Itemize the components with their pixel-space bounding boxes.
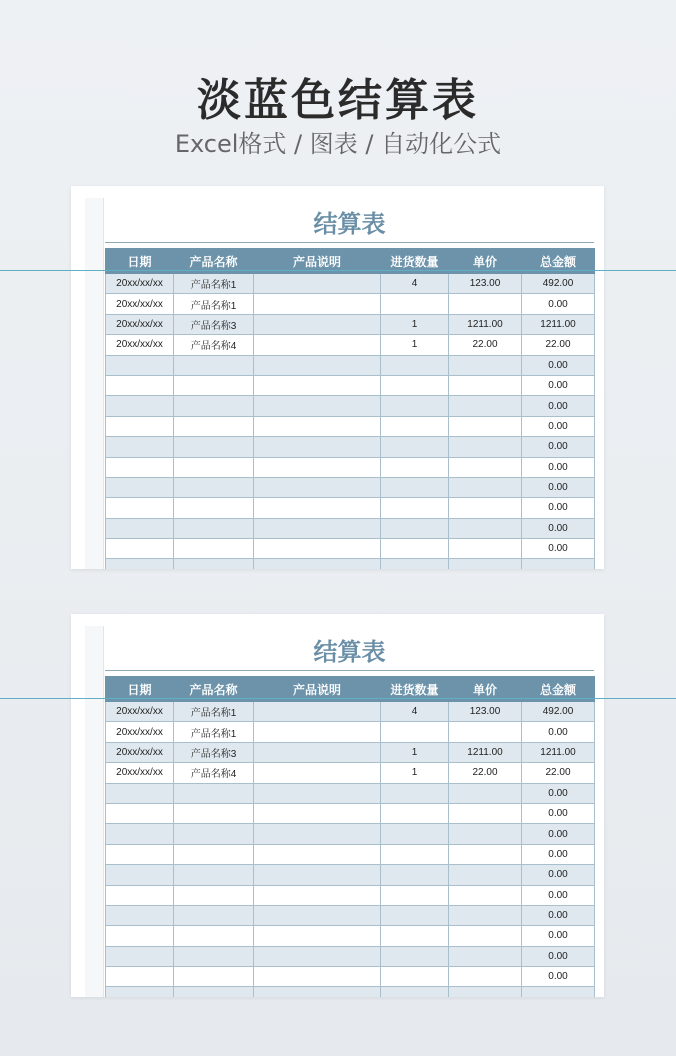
description-cell[interactable] — [254, 457, 381, 477]
description-cell[interactable] — [254, 803, 381, 823]
description-cell[interactable] — [254, 742, 381, 762]
table-row — [106, 987, 595, 997]
quantity-cell[interactable] — [381, 396, 449, 416]
table-row — [106, 294, 595, 314]
quantity-cell[interactable] — [381, 865, 449, 885]
quantity-cell[interactable] — [381, 294, 449, 314]
total-cell[interactable]: 0.00 — [522, 885, 595, 905]
date-cell[interactable] — [106, 844, 174, 864]
table-row — [106, 926, 595, 946]
table-row — [106, 396, 595, 416]
table-row — [106, 905, 595, 925]
description-cell[interactable] — [254, 559, 381, 569]
total-cell[interactable]: 0.00 — [522, 498, 595, 518]
date-cell[interactable] — [106, 926, 174, 946]
description-cell[interactable] — [254, 477, 381, 497]
column-header[interactable]: 总金额 — [522, 249, 595, 274]
product-name-cell[interactable] — [174, 355, 254, 375]
sheet-area — [85, 626, 594, 997]
date-cell[interactable] — [106, 885, 174, 905]
unit-price-cell[interactable]: 22.00 — [449, 763, 522, 783]
total-cell[interactable]: 0.00 — [522, 518, 595, 538]
description-cell[interactable] — [254, 926, 381, 946]
date-cell[interactable] — [106, 437, 174, 457]
unit-price-cell[interactable] — [449, 824, 522, 844]
product-name-cell[interactable]: 产品名称4 — [174, 763, 254, 783]
description-cell[interactable] — [254, 498, 381, 518]
quantity-cell[interactable] — [381, 946, 449, 966]
total-cell[interactable]: 0.00 — [522, 375, 595, 395]
description-cell[interactable] — [254, 885, 381, 905]
quantity-cell[interactable] — [381, 722, 449, 742]
product-name-cell[interactable] — [174, 926, 254, 946]
description-cell[interactable] — [254, 967, 381, 987]
unit-price-cell[interactable] — [449, 294, 522, 314]
table-body — [106, 274, 595, 570]
date-cell[interactable] — [106, 498, 174, 518]
description-cell[interactable] — [254, 396, 381, 416]
unit-price-cell[interactable] — [449, 885, 522, 905]
column-header[interactable]: 单价 — [449, 677, 522, 702]
quantity-cell[interactable]: 1 — [381, 763, 449, 783]
quantity-cell[interactable] — [381, 498, 449, 518]
product-name-cell[interactable] — [174, 987, 254, 997]
quantity-cell[interactable] — [381, 416, 449, 436]
quantity-cell[interactable]: 4 — [381, 702, 449, 722]
total-cell[interactable]: 0.00 — [522, 416, 595, 436]
product-name-cell[interactable] — [174, 865, 254, 885]
quantity-cell[interactable] — [381, 375, 449, 395]
description-cell[interactable] — [254, 844, 381, 864]
date-cell[interactable]: 20xx/xx/xx — [106, 335, 174, 355]
table-row — [106, 946, 595, 966]
table-row — [106, 763, 595, 783]
column-header[interactable]: 日期 — [106, 677, 174, 702]
total-cell[interactable]: 0.00 — [522, 824, 595, 844]
unit-price-cell[interactable] — [449, 477, 522, 497]
date-cell[interactable] — [106, 539, 174, 559]
product-name-cell[interactable] — [174, 498, 254, 518]
unit-price-cell[interactable] — [449, 355, 522, 375]
unit-price-cell[interactable] — [449, 518, 522, 538]
date-cell[interactable] — [106, 987, 174, 997]
sheet-area — [85, 198, 594, 569]
sheet-title: 结算表 — [313, 210, 386, 238]
total-cell[interactable]: 0.00 — [522, 437, 595, 457]
quantity-cell[interactable] — [381, 926, 449, 946]
table-row — [106, 477, 595, 497]
unit-price-cell[interactable]: 1211.00 — [449, 742, 522, 762]
date-cell[interactable] — [106, 518, 174, 538]
description-cell[interactable] — [254, 314, 381, 334]
settlement-table — [105, 676, 595, 997]
table-row — [106, 844, 595, 864]
table-row — [106, 437, 595, 457]
column-header[interactable]: 产品说明 — [254, 677, 381, 702]
product-name-cell[interactable] — [174, 946, 254, 966]
table-row — [106, 335, 595, 355]
table-row — [106, 498, 595, 518]
unit-price-cell[interactable] — [449, 946, 522, 966]
product-name-cell[interactable] — [174, 559, 254, 569]
quantity-cell[interactable] — [381, 437, 449, 457]
description-cell[interactable] — [254, 335, 381, 355]
settlement-table — [105, 248, 595, 569]
quantity-cell[interactable] — [381, 783, 449, 803]
table-row — [106, 702, 595, 722]
total-cell[interactable]: 0.00 — [522, 539, 595, 559]
total-cell[interactable] — [522, 559, 595, 569]
date-cell[interactable] — [106, 803, 174, 823]
product-name-cell[interactable]: 产品名称1 — [174, 702, 254, 722]
product-name-cell[interactable] — [174, 967, 254, 987]
row-gutter — [85, 198, 104, 569]
selection-guide-line — [0, 270, 676, 271]
quantity-cell[interactable] — [381, 539, 449, 559]
unit-price-cell[interactable] — [449, 905, 522, 925]
description-cell[interactable] — [254, 294, 381, 314]
total-cell[interactable]: 0.00 — [522, 722, 595, 742]
unit-price-cell[interactable] — [449, 416, 522, 436]
table-row — [106, 885, 595, 905]
total-cell[interactable]: 0.00 — [522, 355, 595, 375]
description-cell[interactable] — [254, 946, 381, 966]
column-header[interactable]: 日期 — [106, 249, 174, 274]
description-cell[interactable] — [254, 416, 381, 436]
date-cell[interactable] — [106, 967, 174, 987]
date-cell[interactable] — [106, 783, 174, 803]
description-cell[interactable] — [254, 539, 381, 559]
product-name-cell[interactable]: 产品名称1 — [174, 722, 254, 742]
description-cell[interactable] — [254, 355, 381, 375]
date-cell[interactable] — [106, 457, 174, 477]
description-cell[interactable] — [254, 763, 381, 783]
date-cell[interactable] — [106, 559, 174, 569]
quantity-cell[interactable] — [381, 885, 449, 905]
total-cell[interactable]: 0.00 — [522, 844, 595, 864]
total-cell[interactable]: 0.00 — [522, 457, 595, 477]
table-row — [106, 824, 595, 844]
description-cell[interactable] — [254, 987, 381, 997]
product-name-cell[interactable] — [174, 783, 254, 803]
quantity-cell[interactable] — [381, 518, 449, 538]
date-cell[interactable]: 20xx/xx/xx — [106, 722, 174, 742]
product-name-cell[interactable]: 产品名称3 — [174, 742, 254, 762]
unit-price-cell[interactable] — [449, 844, 522, 864]
description-cell[interactable] — [254, 783, 381, 803]
unit-price-cell[interactable]: 1211.00 — [449, 314, 522, 334]
product-name-cell[interactable] — [174, 844, 254, 864]
date-cell[interactable] — [106, 905, 174, 925]
date-cell[interactable] — [106, 355, 174, 375]
total-cell[interactable]: 0.00 — [522, 477, 595, 497]
total-cell[interactable] — [522, 987, 595, 997]
description-cell[interactable] — [254, 518, 381, 538]
quantity-cell[interactable] — [381, 967, 449, 987]
description-cell[interactable] — [254, 274, 381, 294]
unit-price-cell[interactable] — [449, 967, 522, 987]
unit-price-cell[interactable] — [449, 865, 522, 885]
date-cell[interactable]: 20xx/xx/xx — [106, 314, 174, 334]
product-name-cell[interactable]: 产品名称1 — [174, 294, 254, 314]
unit-price-cell[interactable]: 123.00 — [449, 702, 522, 722]
date-cell[interactable] — [106, 416, 174, 436]
product-name-cell[interactable] — [174, 457, 254, 477]
column-header[interactable]: 产品名称 — [174, 249, 254, 274]
quantity-cell[interactable] — [381, 457, 449, 477]
table-row — [106, 539, 595, 559]
date-cell[interactable] — [106, 396, 174, 416]
column-header[interactable]: 总金额 — [522, 677, 595, 702]
sheet-title: 结算表 — [313, 638, 386, 666]
date-cell[interactable]: 20xx/xx/xx — [106, 763, 174, 783]
unit-price-cell[interactable] — [449, 803, 522, 823]
product-name-cell[interactable] — [174, 539, 254, 559]
unit-price-cell[interactable] — [449, 559, 522, 569]
hero-subtitle: Excel格式 / 图表 / 自动化公式 — [174, 130, 502, 158]
date-cell[interactable] — [106, 946, 174, 966]
unit-price-cell[interactable] — [449, 396, 522, 416]
total-cell[interactable]: 0.00 — [522, 865, 595, 885]
unit-price-cell[interactable] — [449, 539, 522, 559]
description-cell[interactable] — [254, 905, 381, 925]
total-cell[interactable]: 0.00 — [522, 967, 595, 987]
column-header[interactable]: 进货数量 — [381, 677, 449, 702]
table-row — [106, 865, 595, 885]
product-name-cell[interactable] — [174, 905, 254, 925]
column-header[interactable]: 单价 — [449, 249, 522, 274]
quantity-cell[interactable] — [381, 824, 449, 844]
description-cell[interactable] — [254, 722, 381, 742]
quantity-cell[interactable]: 4 — [381, 274, 449, 294]
table-row — [106, 355, 595, 375]
product-name-cell[interactable] — [174, 885, 254, 905]
table-row — [106, 375, 595, 395]
table-row — [106, 457, 595, 477]
date-cell[interactable] — [106, 375, 174, 395]
product-name-cell[interactable] — [174, 803, 254, 823]
table-row — [106, 967, 595, 987]
hero-title: 淡蓝色结算表 — [197, 75, 479, 126]
description-cell[interactable] — [254, 865, 381, 885]
total-cell[interactable]: 22.00 — [522, 763, 595, 783]
unit-price-cell[interactable] — [449, 498, 522, 518]
table-row — [106, 274, 595, 294]
row-gutter — [85, 626, 104, 997]
date-cell[interactable] — [106, 865, 174, 885]
description-cell[interactable] — [254, 824, 381, 844]
quantity-cell[interactable] — [381, 559, 449, 569]
table-row — [106, 416, 595, 436]
total-cell[interactable]: 0.00 — [522, 783, 595, 803]
quantity-cell[interactable] — [381, 905, 449, 925]
quantity-cell[interactable] — [381, 987, 449, 997]
unit-price-cell[interactable] — [449, 987, 522, 997]
total-cell[interactable]: 22.00 — [522, 335, 595, 355]
quantity-cell[interactable]: 1 — [381, 742, 449, 762]
total-cell[interactable]: 0.00 — [522, 946, 595, 966]
product-name-cell[interactable] — [174, 437, 254, 457]
quantity-cell[interactable]: 1 — [381, 335, 449, 355]
column-header[interactable]: 产品说明 — [254, 249, 381, 274]
total-cell[interactable]: 0.00 — [522, 396, 595, 416]
total-cell[interactable]: 492.00 — [522, 702, 595, 722]
product-name-cell[interactable] — [174, 477, 254, 497]
description-cell[interactable] — [254, 702, 381, 722]
column-header[interactable]: 产品名称 — [174, 677, 254, 702]
unit-price-cell[interactable]: 22.00 — [449, 335, 522, 355]
product-name-cell[interactable]: 产品名称3 — [174, 314, 254, 334]
unit-price-cell[interactable] — [449, 926, 522, 946]
quantity-cell[interactable] — [381, 803, 449, 823]
table-body — [106, 702, 595, 998]
selection-guide-line — [0, 698, 676, 699]
total-cell[interactable]: 0.00 — [522, 926, 595, 946]
date-cell[interactable]: 20xx/xx/xx — [106, 274, 174, 294]
product-name-cell[interactable] — [174, 416, 254, 436]
unit-price-cell[interactable] — [449, 783, 522, 803]
date-cell[interactable]: 20xx/xx/xx — [106, 294, 174, 314]
unit-price-cell[interactable] — [449, 722, 522, 742]
table-row — [106, 783, 595, 803]
product-name-cell[interactable] — [174, 518, 254, 538]
date-cell[interactable]: 20xx/xx/xx — [106, 702, 174, 722]
total-cell[interactable]: 0.00 — [522, 905, 595, 925]
description-cell[interactable] — [254, 375, 381, 395]
table-row — [106, 722, 595, 742]
product-name-cell[interactable] — [174, 396, 254, 416]
product-name-cell[interactable] — [174, 375, 254, 395]
unit-price-cell[interactable] — [449, 437, 522, 457]
quantity-cell[interactable] — [381, 355, 449, 375]
product-name-cell[interactable] — [174, 824, 254, 844]
table-row — [106, 518, 595, 538]
title-rule — [105, 242, 594, 243]
total-cell[interactable]: 1211.00 — [522, 314, 595, 334]
date-cell[interactable] — [106, 824, 174, 844]
table-row — [106, 559, 595, 569]
table-row — [106, 742, 595, 762]
column-header[interactable]: 进货数量 — [381, 249, 449, 274]
quantity-cell[interactable] — [381, 477, 449, 497]
description-cell[interactable] — [254, 437, 381, 457]
spreadsheet-preview-2 — [71, 614, 604, 997]
total-cell[interactable]: 0.00 — [522, 294, 595, 314]
date-cell[interactable] — [106, 477, 174, 497]
unit-price-cell[interactable] — [449, 375, 522, 395]
spreadsheet-preview-1 — [71, 186, 604, 569]
date-cell[interactable]: 20xx/xx/xx — [106, 742, 174, 762]
total-cell[interactable]: 0.00 — [522, 803, 595, 823]
total-cell[interactable]: 1211.00 — [522, 742, 595, 762]
quantity-cell[interactable]: 1 — [381, 314, 449, 334]
unit-price-cell[interactable] — [449, 457, 522, 477]
total-cell[interactable]: 492.00 — [522, 274, 595, 294]
product-name-cell[interactable]: 产品名称1 — [174, 274, 254, 294]
quantity-cell[interactable] — [381, 844, 449, 864]
product-name-cell[interactable]: 产品名称4 — [174, 335, 254, 355]
title-rule — [105, 670, 594, 671]
unit-price-cell[interactable]: 123.00 — [449, 274, 522, 294]
table-row — [106, 803, 595, 823]
table-row — [106, 314, 595, 334]
